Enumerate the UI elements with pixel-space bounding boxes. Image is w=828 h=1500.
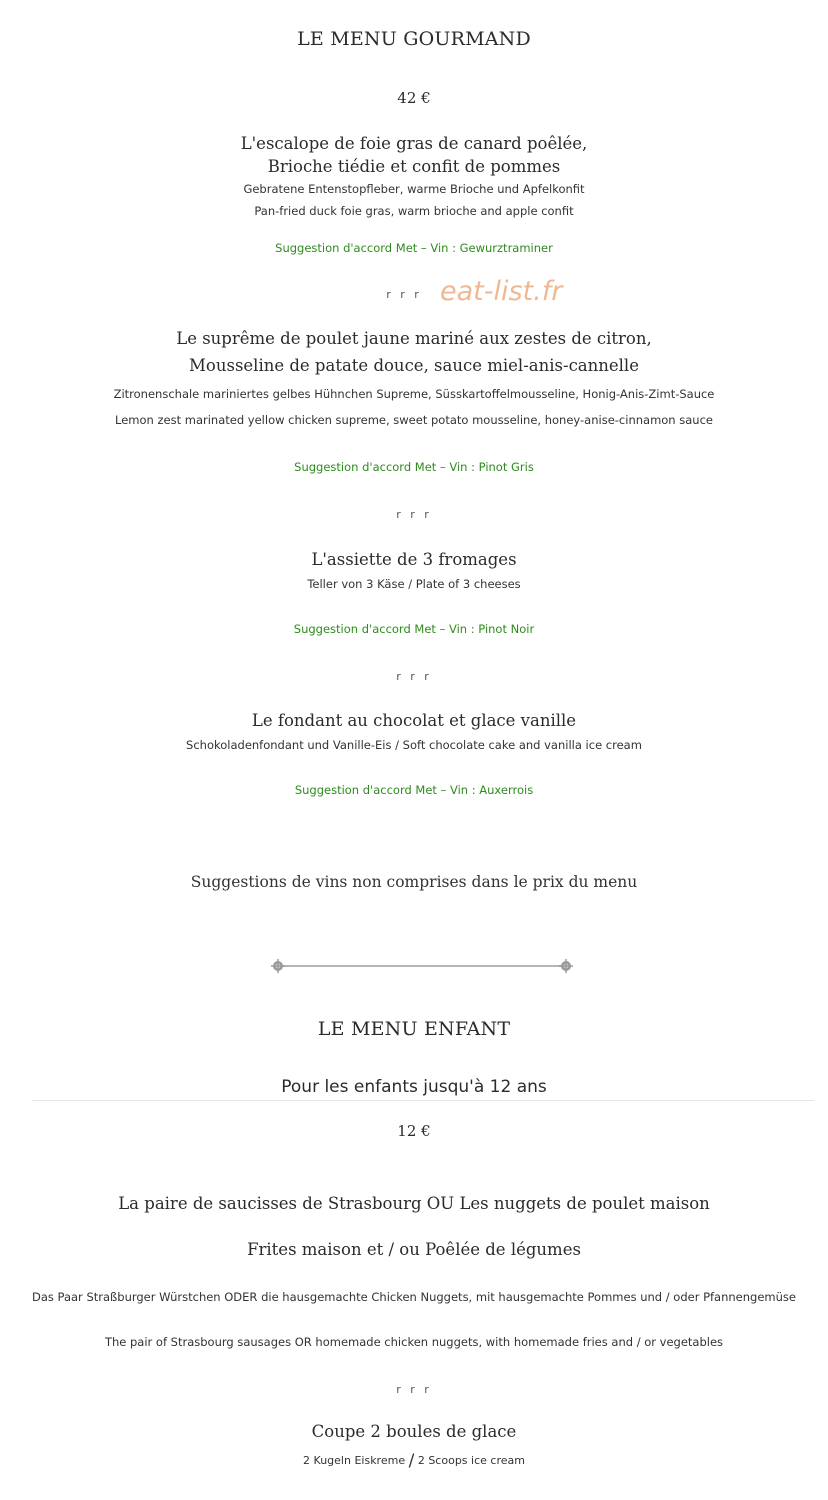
wine-note: Suggestions de vins non comprises dans le prix du menu (190, 873, 638, 891)
dessert-german: 2 Kugeln Eiskreme (303, 1454, 406, 1467)
enfant-dessert-translation (0, 1451, 828, 1471)
course3-translation: Teller von 3 Käse / Plate of 3 cheeses (307, 577, 521, 591)
ornament-divider (268, 958, 576, 974)
dessert-slash: / (408, 1451, 415, 1471)
dessert-english: 2 Scoops ice cream (417, 1454, 525, 1467)
watermark-logo: eat-list.fr (440, 276, 563, 307)
enfant-title: LE MENU ENFANT (317, 1018, 511, 1040)
gourmand-title: LE MENU GOURMAND (297, 28, 531, 50)
gourmand-price: 42 € (397, 89, 431, 107)
enfant-subtitle: Pour les enfants jusqu'à 12 ans (281, 1077, 547, 1097)
course2-title-line2: Mousseline de patate douce, sauce miel-anis-cannelle (189, 356, 639, 375)
course-separator: r r r (396, 670, 432, 683)
enfant-main-english: The pair of Strasbourg sausages OR homemade chicken nuggets, with homemade fries and / or vegetables (104, 1335, 724, 1349)
course4-translation: Schokoladenfondant und Vanille-Eis / Soft chocolate cake and vanilla ice cream (186, 738, 642, 752)
enfant-main-german: Das Paar Straßburger Würstchen ODER die hausgemachte Chicken Nuggets, mit hausgemachte Pommes und / oder Pfannengemüse (32, 1290, 796, 1304)
course4-title: Le fondant au chocolat et glace vanille (251, 711, 577, 730)
course3-wine-pairing: Suggestion d'accord Met – Vin : Pinot Noir (293, 622, 535, 636)
course2-german: Zitronenschale mariniertes gelbes Hühnchen Supreme, Süsskartoffelmousseline, Honig-Anis-Zimt-Sauce (113, 387, 715, 401)
course1-english: Pan-fried duck foie gras, warm brioche and apple confit (254, 204, 574, 218)
thin-rule (32, 1100, 814, 1101)
course2-wine-pairing: Suggestion d'accord Met – Vin : Pinot Gris (294, 460, 534, 474)
ornament-left-icon (271, 959, 285, 973)
course2-english: Lemon zest marinated yellow chicken supreme, sweet potato mousseline, honey-anise-cinnamon sauce (115, 413, 713, 427)
course2-title-line1: Le suprême de poulet jaune mariné aux zestes de citron, (176, 329, 652, 348)
enfant-main-line2: Frites maison et / ou Poêlée de légumes (247, 1240, 581, 1259)
ornament-right-icon (559, 959, 573, 973)
course1-german: Gebratene Entenstopfleber, warme Brioche und Apfelkonfit (243, 182, 585, 196)
enfant-dessert-title: Coupe 2 boules de glace (311, 1422, 517, 1441)
course1-title-line1: L'escalope de foie gras de canard poêlée, (240, 134, 588, 153)
course-separator: r r r (396, 508, 432, 521)
enfant-price: 12 € (397, 1122, 431, 1140)
course-separator: r r r (396, 1383, 432, 1396)
enfant-main-line1: La paire de saucisses de Strasbourg OU Les nuggets de poulet maison (118, 1194, 710, 1213)
course4-wine-pairing: Suggestion d'accord Met – Vin : Auxerrois (294, 783, 534, 797)
course1-wine-pairing: Suggestion d'accord Met – Vin : Gewurztraminer (275, 241, 553, 255)
course3-title: L'assiette de 3 fromages (311, 550, 517, 569)
course1-title-line2: Brioche tiédie et confit de pommes (267, 157, 561, 176)
course-separator: r r r (386, 288, 422, 301)
